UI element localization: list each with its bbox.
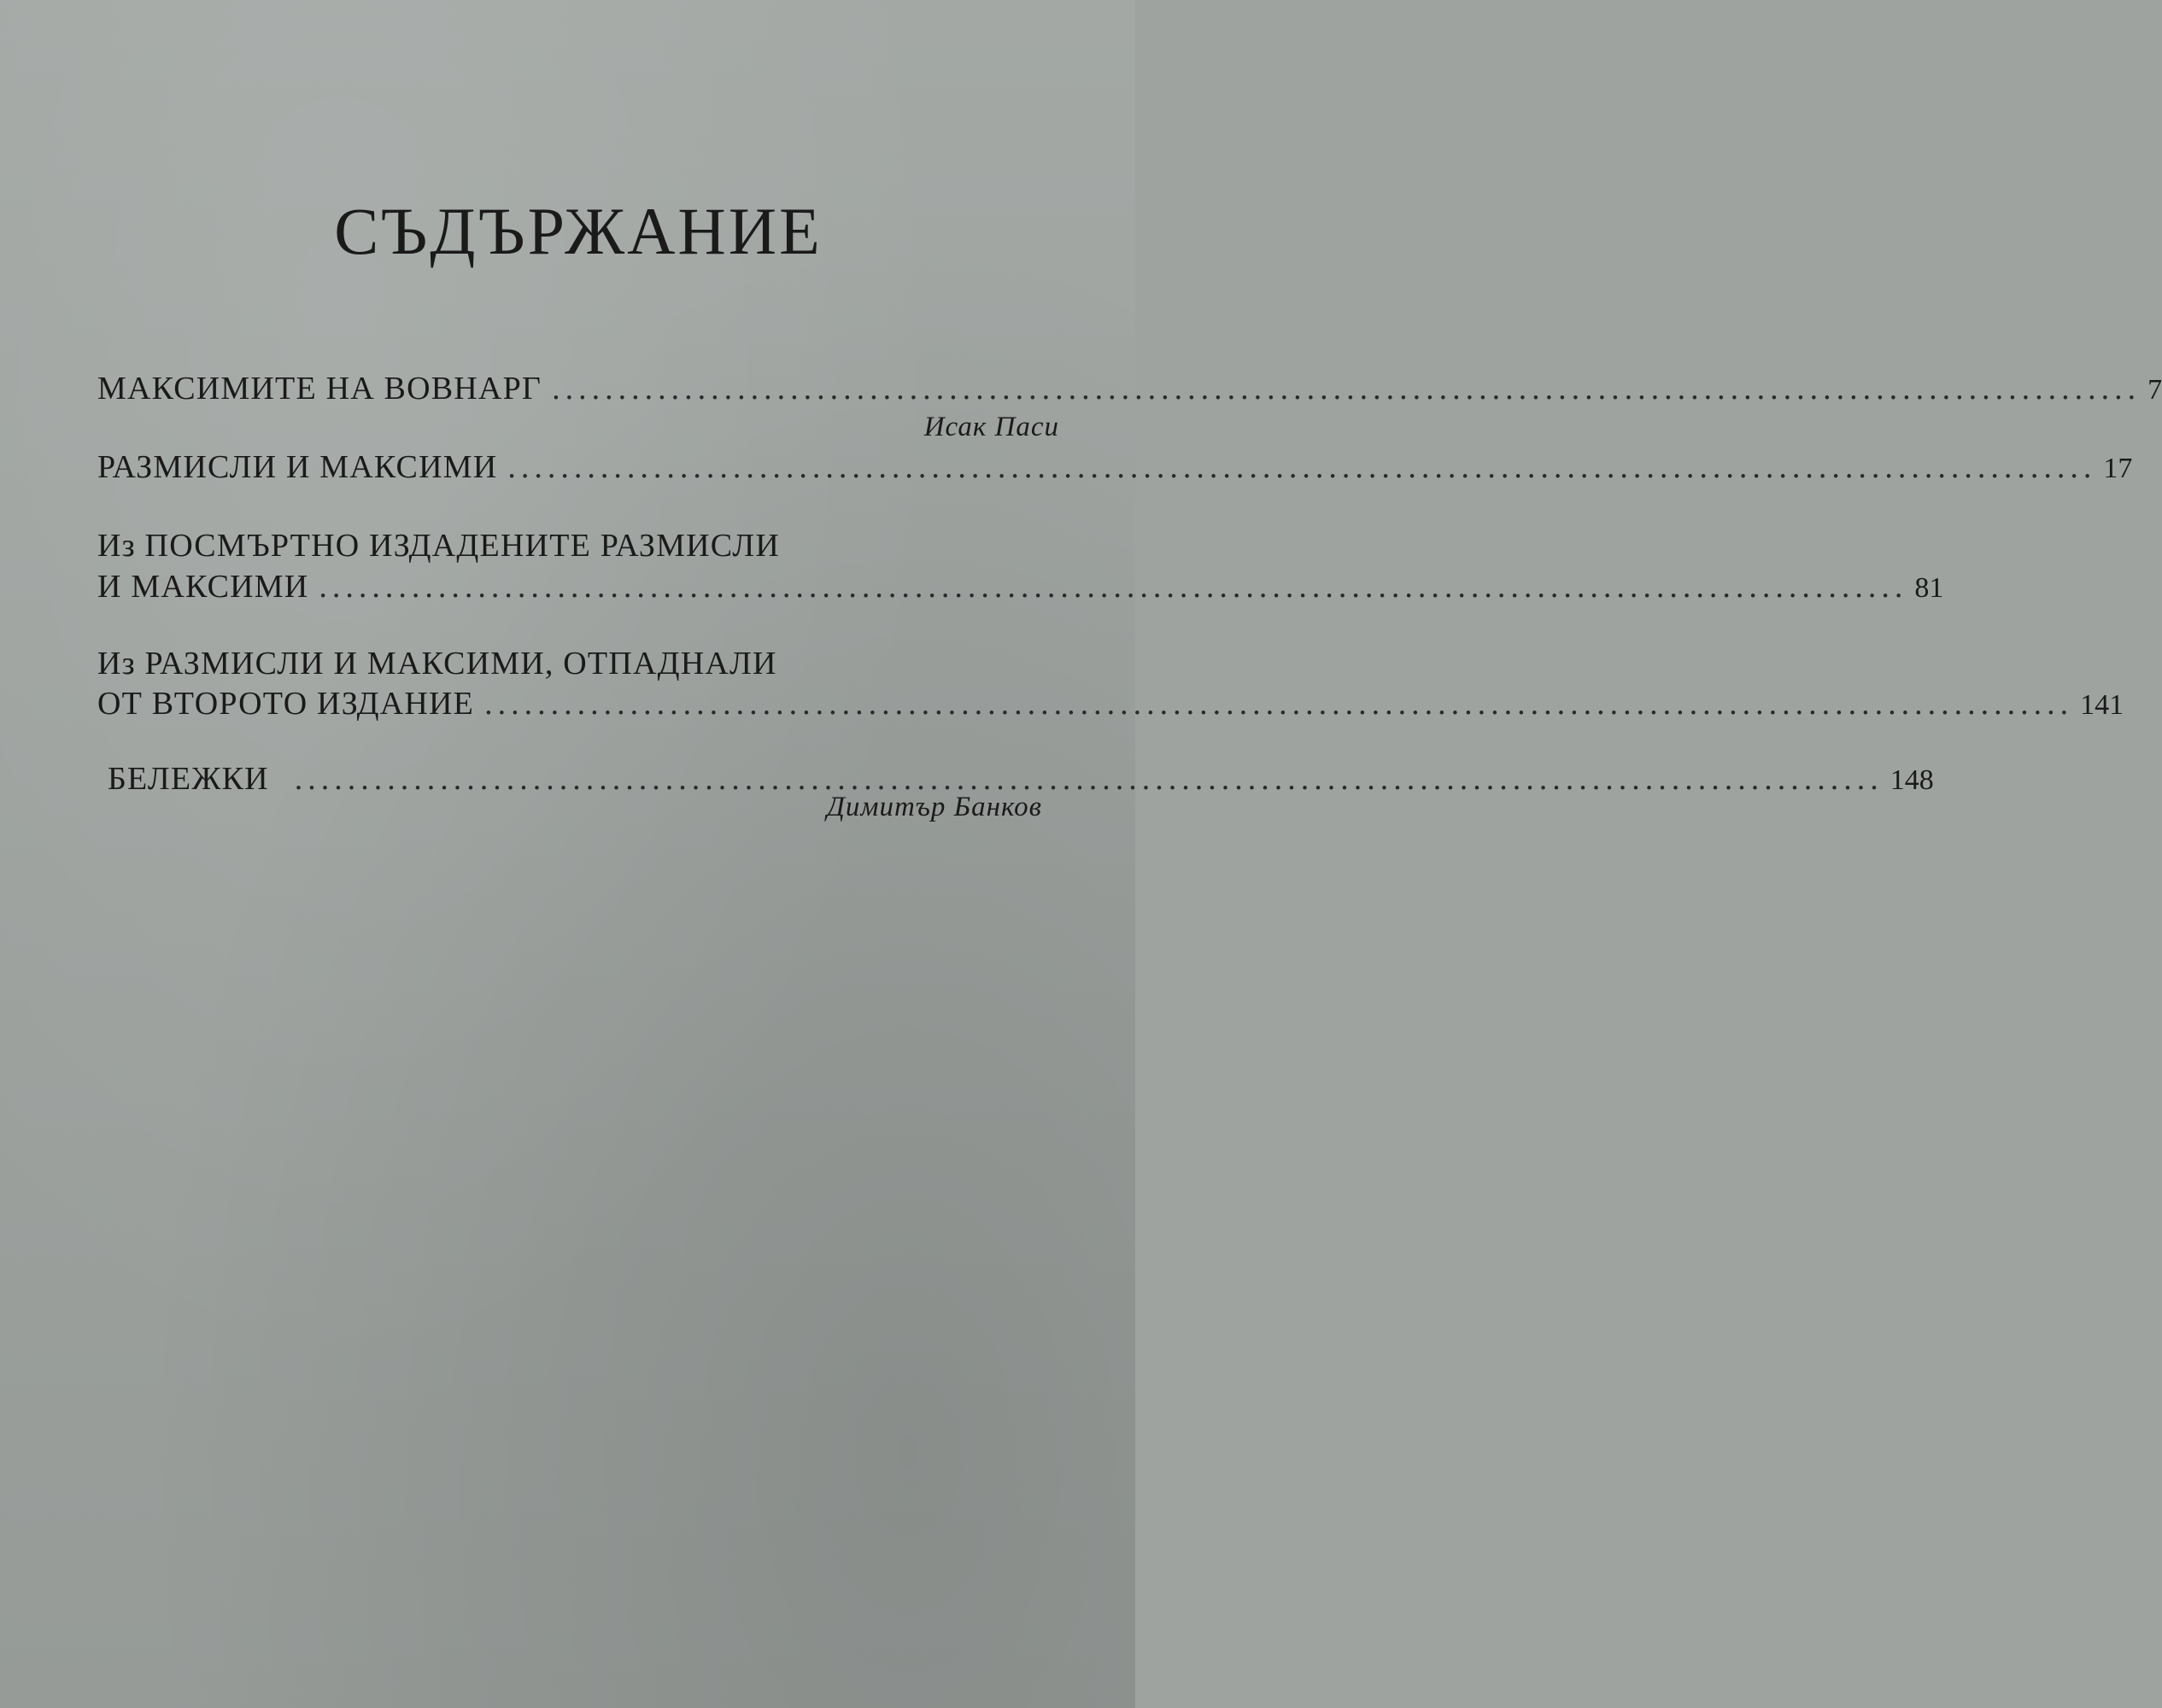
dot-leader: ........................................................................................................................ — [552, 371, 2141, 407]
toc-entry-page: 7 — [2147, 374, 2162, 406]
page-title: СЪДЪРЖАНИЕ — [334, 194, 823, 268]
toc-entry-title: И МАКСИМИ — [97, 569, 309, 605]
toc-entry — [97, 370, 2162, 407]
toc-entry-page: 17 — [2103, 453, 2133, 484]
toc-entry-page: 148 — [1890, 764, 1934, 796]
toc-entry-title: ОТ ВТОРОТО ИЗДАНИЕ — [97, 686, 475, 722]
toc-entry — [97, 685, 2124, 722]
toc-entry-author: Исак Паси — [923, 412, 1059, 442]
toc-entry-title: БЕЛЕЖКИ — [108, 761, 269, 797]
toc-entry — [97, 448, 2133, 486]
toc-entry-title: МАКСИМИТЕ НА ВОВНАРГ — [97, 371, 542, 407]
toc-entry-page: 141 — [2080, 689, 2124, 721]
toc-entry-page: 81 — [1914, 572, 1944, 604]
dot-leader: ........................................................................................................................ — [294, 761, 1884, 797]
dot-leader: ........................................................................................................................ — [319, 569, 1908, 605]
dot-leader: ........................................................................................................................ — [507, 449, 2097, 485]
toc-entry-title: РАЗМИСЛИ И МАКСИМИ — [97, 449, 498, 485]
dot-leader: ........................................................................................................................ — [484, 686, 2074, 722]
toc-entry-title-line: Из РАЗМИСЛИ И МАКСИМИ, ОТПАДНАЛИ — [97, 646, 777, 681]
toc-entry — [97, 568, 1944, 605]
toc-entry-title-line: Из ПОСМЪРТНО ИЗДАДЕНИТЕ РАЗМИСЛИ — [97, 528, 780, 564]
toc-entry-author: Димитър Банков — [826, 792, 1042, 822]
